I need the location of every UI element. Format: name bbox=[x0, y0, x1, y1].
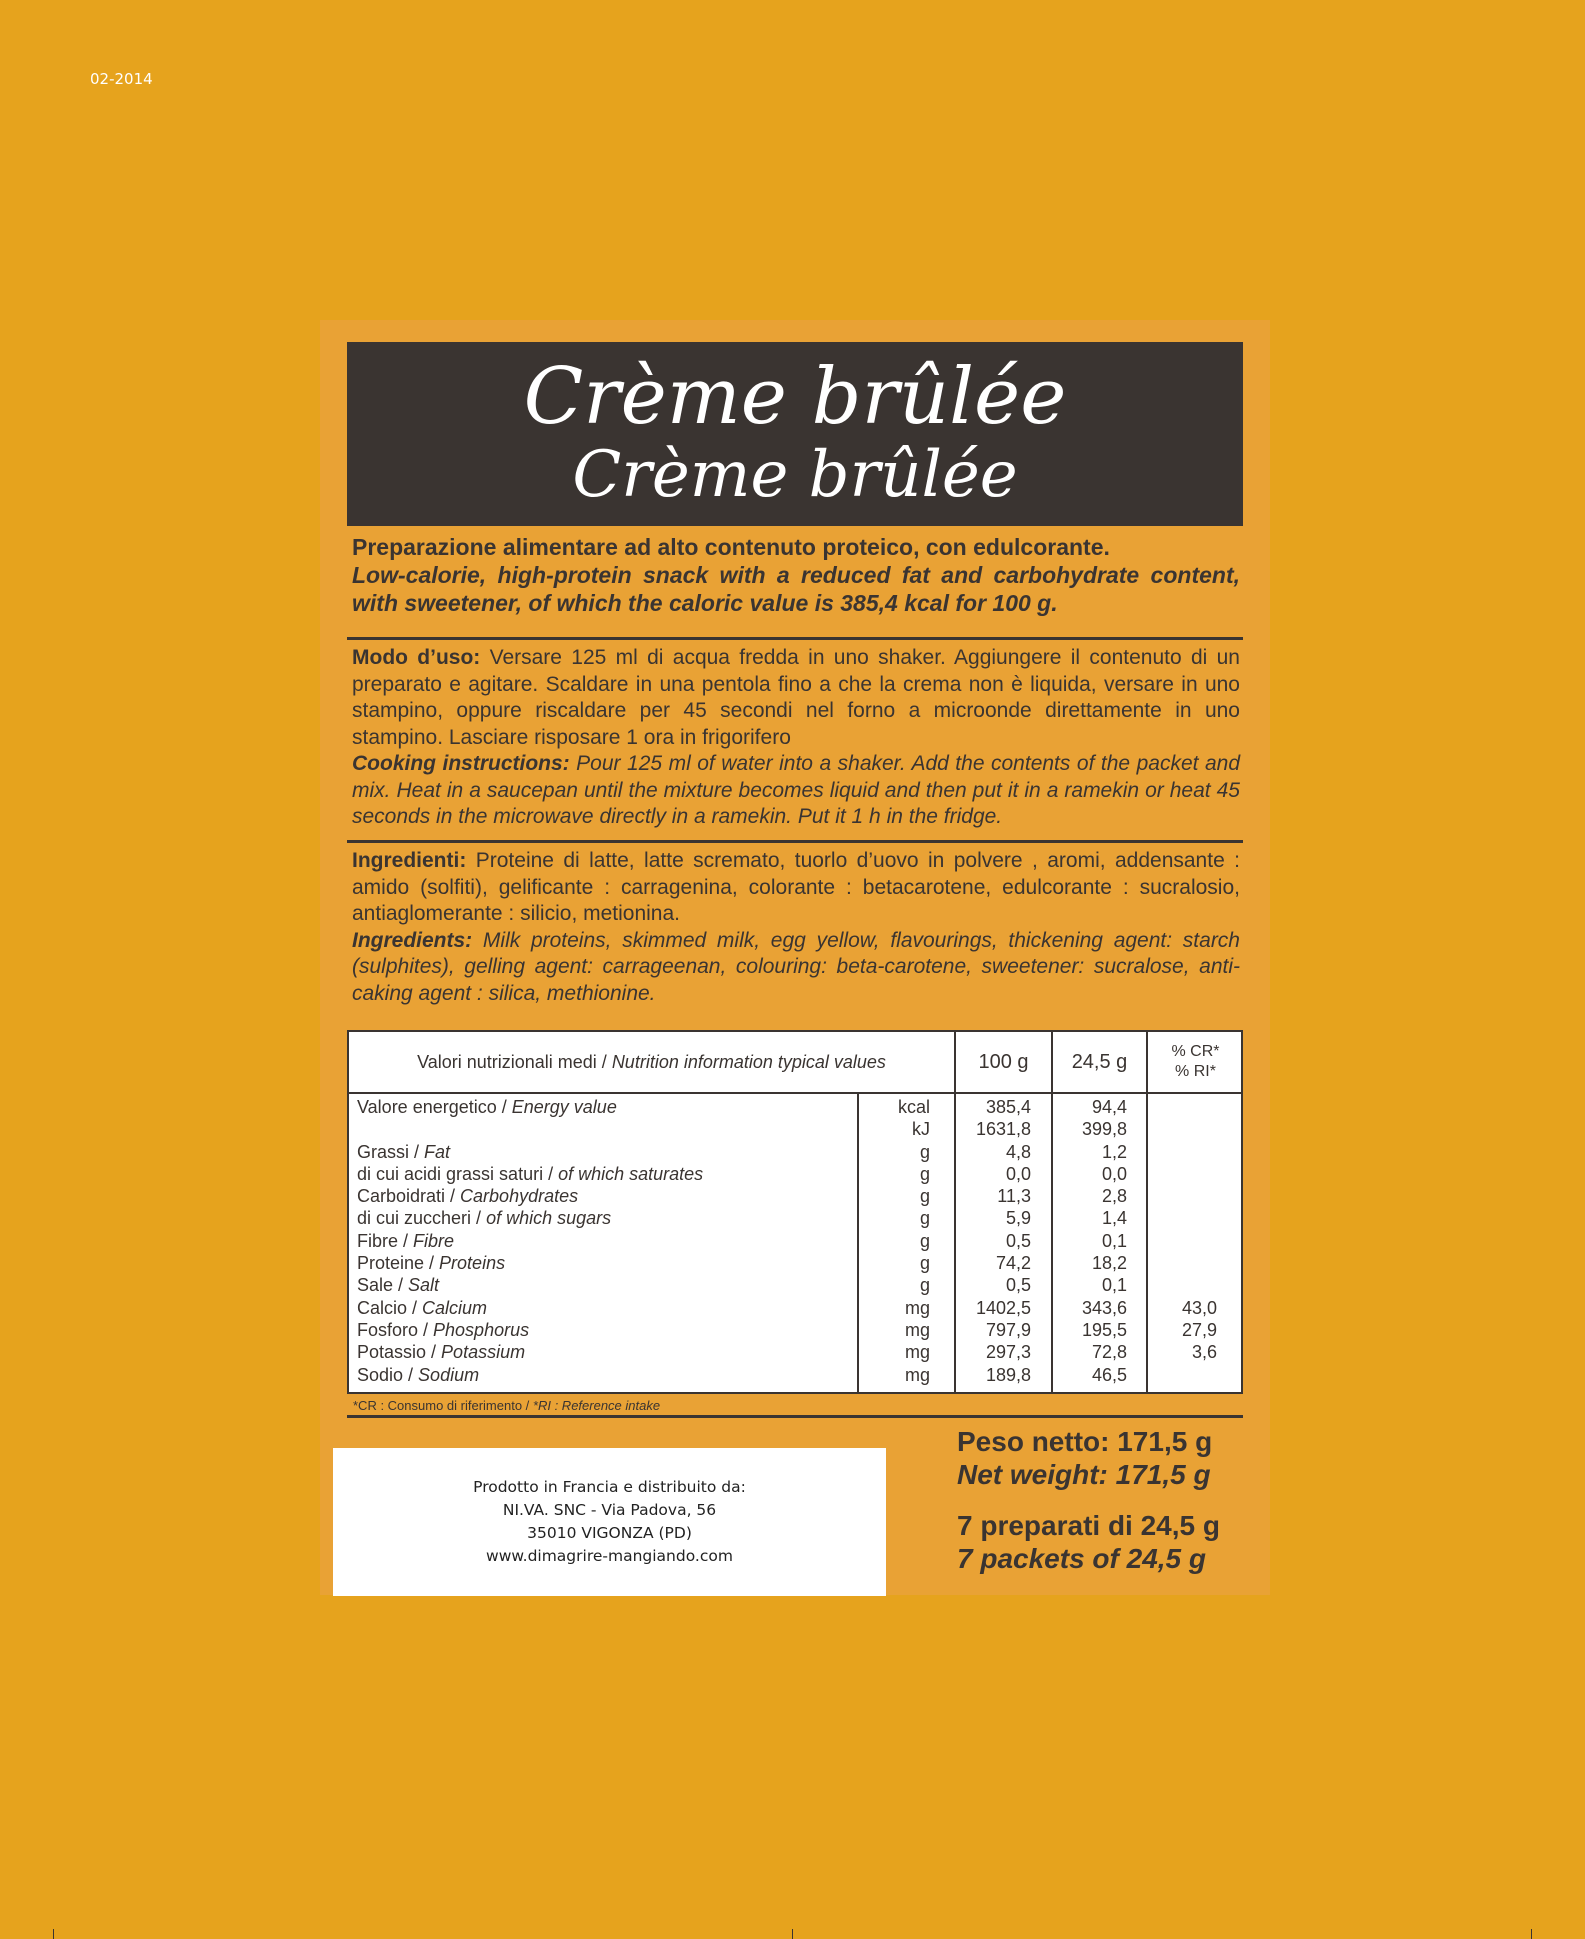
ingredients-it-label: Ingredienti: bbox=[352, 849, 467, 872]
nutrient-unit: mg bbox=[904, 1342, 930, 1363]
nutrient-name bbox=[357, 1297, 847, 1319]
header-100g: 100 g bbox=[978, 1050, 1029, 1073]
nutrient-name-it: Calcio / bbox=[357, 1297, 423, 1318]
nutrient-name-en: Phosphorus bbox=[433, 1319, 530, 1340]
nutrient-value-100g: 0,5 bbox=[1005, 1275, 1031, 1296]
nutrient-value-pct bbox=[1153, 1230, 1217, 1252]
nutrient-name-en: Salt bbox=[408, 1275, 440, 1296]
ingredients-en bbox=[352, 928, 1240, 1008]
nutrient-value-portion: 1,2 bbox=[1101, 1141, 1127, 1162]
nutrient-unit: g bbox=[919, 1208, 930, 1229]
nutrient-name-en: of which saturates bbox=[558, 1163, 704, 1184]
nutrient-value-100g: 0,0 bbox=[1005, 1163, 1031, 1184]
nutrient-unit: g bbox=[919, 1163, 930, 1184]
nutrient-unit: mg bbox=[904, 1364, 930, 1385]
nutrient-value-pct bbox=[1153, 1185, 1217, 1207]
usage-en bbox=[352, 751, 1240, 831]
nutrient-value-100g: 11,3 bbox=[997, 1186, 1031, 1207]
header-divider bbox=[349, 1092, 1241, 1094]
usage-it-label: Modo d’uso: bbox=[352, 646, 481, 669]
nutrient-value-100g: 1402,5 bbox=[975, 1297, 1031, 1318]
crop-mark bbox=[53, 1929, 54, 1939]
nutrient-name-it: Sale / bbox=[357, 1275, 409, 1296]
nutrient-value-pct bbox=[1153, 1252, 1217, 1274]
nutrient-value-portion: 1,4 bbox=[1101, 1208, 1127, 1229]
nutrient-names bbox=[357, 1096, 847, 1386]
nutrient-name-it: Proteine / bbox=[357, 1253, 440, 1274]
nutrient-name-it: Carboidrati / bbox=[357, 1186, 461, 1207]
nutrient-name bbox=[357, 1252, 847, 1274]
weights bbox=[957, 1425, 1257, 1575]
crop-mark bbox=[792, 1929, 793, 1939]
nutrient-name-en: Proteins bbox=[439, 1253, 506, 1274]
nutrient-value-portion: 343,6 bbox=[1081, 1297, 1127, 1318]
usage-en-label: Cooking instructions: bbox=[352, 752, 570, 775]
nutrient-value-100g: 1631,8 bbox=[975, 1119, 1031, 1140]
nutrient-value-pct bbox=[1153, 1364, 1217, 1386]
nutrient-value-pct: 43,0 bbox=[1181, 1297, 1217, 1318]
nutrient-name-en: Carbohydrates bbox=[460, 1186, 579, 1207]
nutrient-unit: g bbox=[919, 1253, 930, 1274]
description-it: Preparazione alimentare ad alto contenuto proteico, con edulcorante. bbox=[352, 534, 1110, 560]
nutrient-value-100g: 385,4 bbox=[985, 1097, 1031, 1117]
date-code: 02-2014 bbox=[90, 70, 153, 88]
nutrient-name bbox=[357, 1341, 847, 1363]
nutrient-name-it: Sodio / bbox=[357, 1364, 419, 1385]
nutrient-name-en: Sodium bbox=[418, 1364, 480, 1385]
nutrient-name-it: Grassi / bbox=[357, 1141, 425, 1162]
nutrient-values-100g bbox=[961, 1096, 1031, 1386]
nutrient-value-100g: 74,2 bbox=[995, 1253, 1031, 1274]
nutrient-value-portion: 0,1 bbox=[1101, 1275, 1127, 1296]
producer-website: www.dimagrire-mangiando.com bbox=[486, 1547, 733, 1565]
nutrient-value-portion: 0,0 bbox=[1101, 1163, 1127, 1184]
nutrient-name bbox=[357, 1364, 847, 1386]
net-weight-en: Net weight: 171,5 g bbox=[957, 1459, 1211, 1490]
nutrition-header-en: Nutrition information typical values bbox=[611, 1051, 886, 1072]
nutrient-value-portion: 94,4 bbox=[1091, 1097, 1127, 1117]
producer-line: Prodotto in Francia e distribuito da: bbox=[473, 1478, 746, 1496]
nutrition-footnote bbox=[353, 1398, 660, 1413]
divider-2 bbox=[347, 840, 1243, 843]
header-portion: 24,5 g bbox=[1071, 1050, 1128, 1073]
nutrient-values-pct bbox=[1153, 1096, 1217, 1386]
nutrient-name-en: Fat bbox=[424, 1141, 451, 1162]
nutrient-value-portion: 0,1 bbox=[1101, 1230, 1127, 1251]
title-en: Crème brûlée bbox=[572, 438, 1018, 512]
nutrient-name bbox=[357, 1319, 847, 1341]
nutrient-name bbox=[357, 1096, 847, 1118]
nutrient-value-100g: 0,5 bbox=[1005, 1230, 1031, 1251]
nutrient-name-it: Valore energetico / bbox=[357, 1097, 512, 1117]
col-divider bbox=[857, 1092, 859, 1392]
nutrient-name-it: Fosforo / bbox=[357, 1319, 434, 1340]
nutrient-value-pct bbox=[1153, 1163, 1217, 1185]
divider-3 bbox=[347, 1415, 1243, 1418]
nutrient-value-pct: 27,9 bbox=[1181, 1319, 1217, 1340]
nutrient-unit: mg bbox=[904, 1297, 930, 1318]
nutrient-value-portion: 399,8 bbox=[1081, 1119, 1127, 1140]
ingredients-it-text: Proteine di latte, latte scremato, tuorlo d’uovo in polvere , aromi, addensante : amido (solfiti), gelificante : carragenina, colorante : betacarotene, edulcorante : sucralosio, antiaglomerante : silicio, metionina. bbox=[352, 849, 1240, 925]
nutrient-unit: kJ bbox=[912, 1119, 930, 1140]
nutrient-units bbox=[864, 1096, 930, 1386]
nutrient-unit: g bbox=[919, 1275, 930, 1296]
description-en: Low-calorie, high-protein snack with a reduced fat and carbohydrate content, with sweetener, of which the caloric value is 385,4 kcal for 100 g. bbox=[352, 562, 1240, 616]
nutrient-name bbox=[357, 1141, 847, 1163]
nutrient-value-portion: 2,8 bbox=[1101, 1186, 1127, 1207]
nutrient-name bbox=[357, 1274, 847, 1296]
nutrient-value-portion: 72,8 bbox=[1091, 1342, 1127, 1363]
usage-section bbox=[352, 645, 1240, 831]
nutrient-name bbox=[357, 1163, 847, 1185]
nutrient-name-it: Potassio / bbox=[357, 1342, 442, 1363]
divider-1 bbox=[347, 637, 1243, 640]
nutrient-unit: g bbox=[919, 1230, 930, 1251]
nutrient-value-pct bbox=[1153, 1118, 1217, 1140]
header-pct bbox=[1148, 1032, 1243, 1092]
ingredients-it bbox=[352, 848, 1240, 928]
nutrient-unit: g bbox=[919, 1186, 930, 1207]
nutrient-unit: kcal bbox=[897, 1097, 930, 1117]
header-ri: % RI* bbox=[1175, 1063, 1216, 1080]
nutrient-name-it: di cui zuccheri / bbox=[357, 1208, 487, 1229]
net-weight-it: Peso netto: 171,5 g bbox=[957, 1426, 1213, 1457]
nutrient-value-pct bbox=[1153, 1274, 1217, 1296]
nutrient-name bbox=[357, 1207, 847, 1229]
nutrient-name-en: Potassium bbox=[441, 1342, 526, 1363]
footnote-it: *CR : Consumo di riferimento / bbox=[353, 1398, 533, 1413]
packets-en: 7 packets of 24,5 g bbox=[957, 1543, 1207, 1574]
packets-it: 7 preparati di 24,5 g bbox=[957, 1510, 1220, 1541]
nutrient-name bbox=[357, 1118, 847, 1140]
crop-mark bbox=[1531, 1929, 1532, 1939]
usage-en-text: Pour 125 ml of water into a shaker. Add the contents of the packet and mix. Heat in a saucepan until the mixture becomes liquid and then put it in a ramekin or heat 45 seconds in the microwave directly in a ramekin. Put it 1 h in the fridge. bbox=[352, 752, 1241, 828]
nutrition-header bbox=[349, 1032, 954, 1092]
footnote-en: *RI : Reference intake bbox=[532, 1398, 661, 1413]
nutrient-value-100g: 4,8 bbox=[1005, 1141, 1031, 1162]
header-cr: % CR* bbox=[1171, 1043, 1220, 1060]
nutrient-value-pct bbox=[1153, 1207, 1217, 1229]
nutrient-name-en: of which sugars bbox=[486, 1208, 612, 1229]
nutrient-name-it: di cui acidi grassi saturi / bbox=[357, 1163, 559, 1184]
nutrient-value-pct bbox=[1153, 1096, 1217, 1118]
title-it: Crème brûlée bbox=[523, 352, 1067, 442]
usage-it-text: Versare 125 ml di acqua fredda in uno shaker. Aggiungere il contenuto di un preparato e agitare. Scaldare in una pentola fino a che la crema non è liquida, versare in uno stampino, oppure riscaldare per 45 secondi nel forno a microonde direttamente in uno stampino. Lasciare risposare 1 ora in frigorifero bbox=[352, 646, 1240, 749]
nutrient-name bbox=[357, 1185, 847, 1207]
producer-box bbox=[333, 1448, 886, 1596]
nutrient-value-100g: 797,9 bbox=[985, 1319, 1031, 1340]
nutrient-value-pct bbox=[1153, 1141, 1217, 1163]
producer-line: 35010 VIGONZA (PD) bbox=[527, 1524, 692, 1542]
ingredients-en-text: Milk proteins, skimmed milk, egg yellow, flavourings, thickening agent: starch (sulphites), gelling agent: carrageenan, colouring: beta-carotene, sweetener: sucralose, anti-caking agent : silica, methionine. bbox=[352, 928, 1240, 1005]
nutrient-name-en: Energy value bbox=[511, 1097, 617, 1117]
usage-it bbox=[352, 645, 1240, 751]
ingredients-section bbox=[352, 848, 1240, 1007]
nutrient-value-portion: 195,5 bbox=[1081, 1319, 1127, 1340]
nutrient-name-it: Fibre / bbox=[357, 1230, 414, 1251]
nutrient-unit: mg bbox=[904, 1319, 930, 1340]
nutrient-value-portion: 18,2 bbox=[1091, 1253, 1127, 1274]
nutrient-value-pct: 3,6 bbox=[1191, 1342, 1217, 1363]
nutrient-value-100g: 189,8 bbox=[985, 1364, 1031, 1385]
title-box bbox=[347, 342, 1243, 526]
nutrient-name-en: Calcium bbox=[422, 1297, 488, 1318]
producer-line: NI.VA. SNC - Via Padova, 56 bbox=[502, 1501, 717, 1519]
nutrient-value-100g: 5,9 bbox=[1005, 1208, 1031, 1229]
nutrient-values-portion bbox=[1057, 1096, 1127, 1386]
nutrient-name-en: Fibre bbox=[413, 1230, 455, 1251]
ingredients-en-label: Ingredients: bbox=[352, 928, 473, 952]
nutrition-table bbox=[347, 1030, 1243, 1394]
description bbox=[352, 533, 1240, 617]
nutrition-header-it: Valori nutrizionali medi / bbox=[417, 1051, 612, 1072]
nutrient-unit: g bbox=[919, 1141, 930, 1162]
nutrient-name bbox=[357, 1230, 847, 1252]
nutrient-value-portion: 46,5 bbox=[1091, 1364, 1127, 1385]
nutrient-value-100g: 297,3 bbox=[985, 1342, 1031, 1363]
